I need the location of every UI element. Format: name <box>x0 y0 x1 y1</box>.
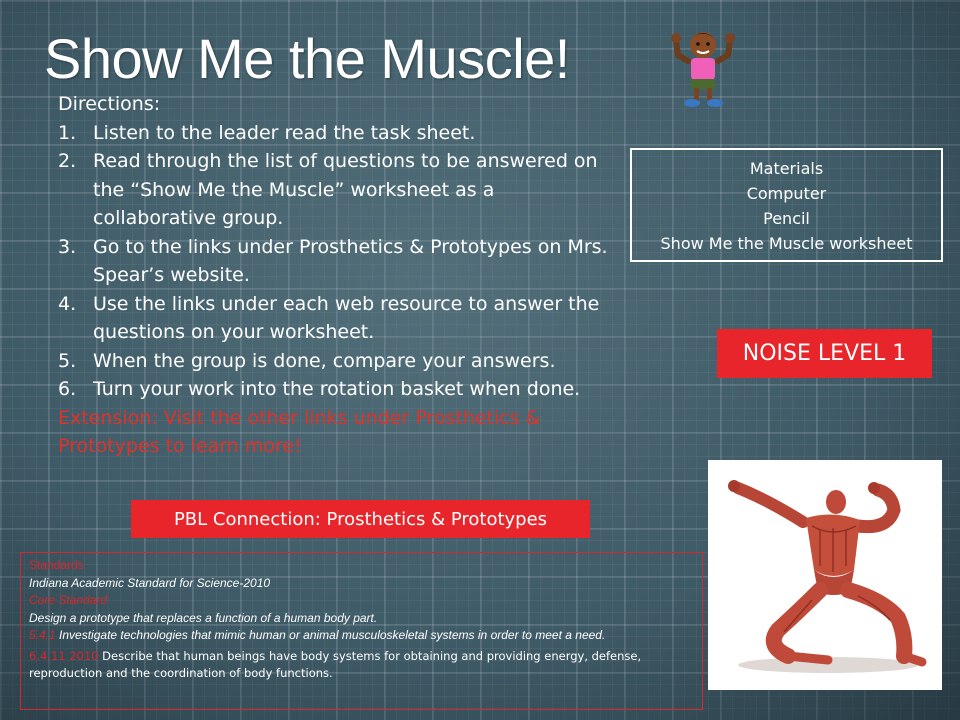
standard-text: Investigate technologies that mimic human or animal musculoskeletal systems in order to meet a need. <box>55 628 606 642</box>
step-text: Listen to the leader read the task sheet. <box>93 121 476 144</box>
core-standard-label: Core Standard <box>29 593 108 607</box>
academic-standard: Indiana Academic Standard for Science-2010 <box>29 575 271 590</box>
standard-text: Describe that human beings have body systems for obtaining and providing energy, defense, reproduction and the coordination of body functions. <box>29 648 642 680</box>
muscle-figure-drawing <box>708 460 942 690</box>
step-number: 5. <box>58 349 77 372</box>
muscle-figure-image <box>708 460 942 690</box>
standard-6-4-11 <box>29 648 694 683</box>
noise-level-badge: NOISE LEVEL 1 <box>717 329 932 378</box>
standard-code: 6.4.11 2010 <box>29 648 99 663</box>
extension-note: Extension: Visit the other links under Prosthetics & Prototypes to learn more! <box>58 406 541 457</box>
flexing-kid-image <box>670 25 736 111</box>
step-number: 6. <box>58 378 77 400</box>
step-text: Turn your work into the rotation basket when done. <box>93 378 581 400</box>
step-number: 4. <box>58 292 77 315</box>
directions-list <box>58 119 618 404</box>
direction-step <box>58 233 618 290</box>
materials-item: Show Me the Muscle worksheet <box>660 234 913 253</box>
step-number: 1. <box>58 121 77 144</box>
page-title: Show Me the Muscle! <box>44 27 570 90</box>
step-text: Go to the links under Prosthetics & Prototypes on Mrs. Spear’s website. <box>93 235 608 286</box>
direction-step <box>58 147 618 233</box>
step-text: Use the links under each web resource to answer the questions on your worksheet. <box>93 292 600 343</box>
step-text: When the group is done, compare your answers. <box>93 349 556 372</box>
direction-step <box>58 119 618 148</box>
direction-step <box>58 375 618 404</box>
directions-block <box>58 90 618 461</box>
direction-step <box>58 347 618 376</box>
step-number: 2. <box>58 150 77 172</box>
materials-item: Computer <box>746 184 827 203</box>
directions-heading: Directions: <box>58 93 161 115</box>
materials-heading: Materials <box>749 159 824 178</box>
standards-box <box>20 552 703 710</box>
standard-5-4-1 <box>29 627 694 645</box>
pbl-connection-banner: PBL Connection: Prosthetics & Prototypes <box>131 500 590 538</box>
materials-box <box>630 148 943 262</box>
step-text: Read through the list of questions to be answered on the “Show Me the Muscle” worksheet as a collaborative group. <box>93 150 598 229</box>
direction-step <box>58 290 618 347</box>
standards-heading: Standards <box>29 558 84 572</box>
step-number: 3. <box>58 235 77 258</box>
standard-code: 5.4.1 <box>29 628 56 642</box>
materials-item: Pencil <box>763 209 810 228</box>
core-standard-text: Design a prototype that replaces a function of a human body part. <box>29 610 378 625</box>
